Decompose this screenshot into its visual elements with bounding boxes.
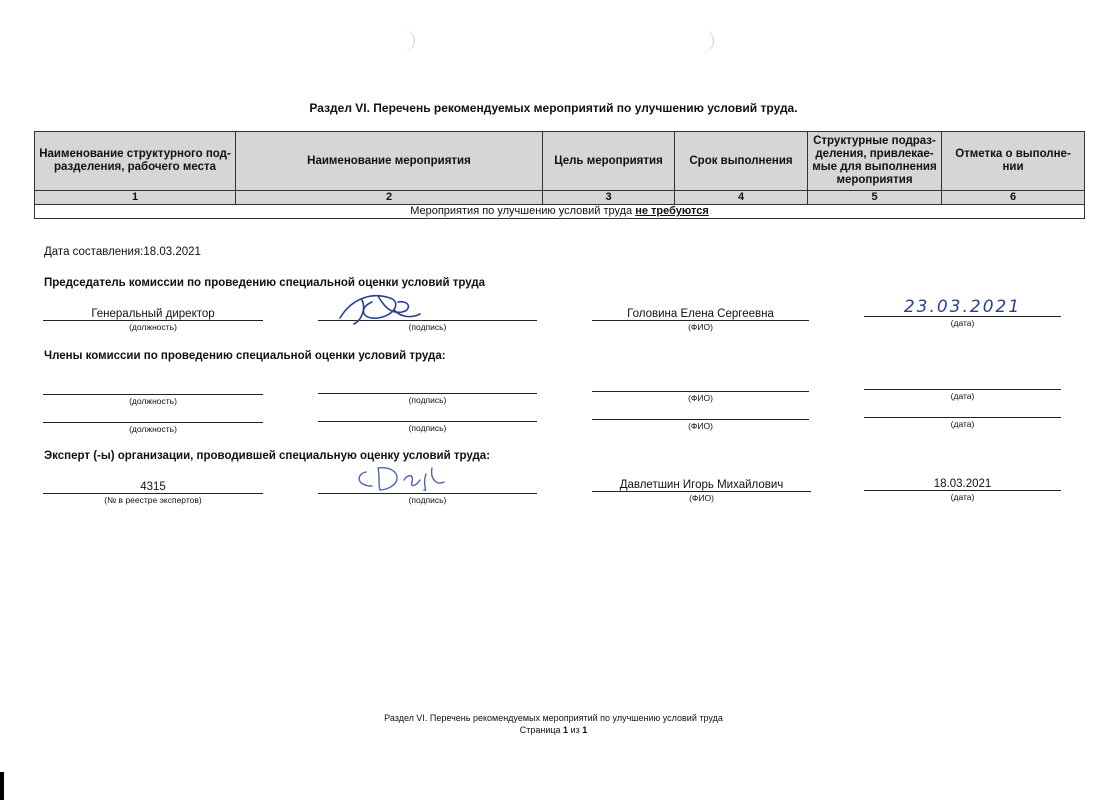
date-caption: (дата)	[950, 419, 975, 429]
expert-fio: Давлетшин Игорь Михайлович	[619, 479, 784, 491]
expert-heading: Эксперт (-ы) организации, проводившей специальную оценку условий труда:	[44, 450, 491, 462]
measures-table	[34, 131, 1085, 219]
chairman-heading: Председатель комиссии по проведению специальной оценки условий труда	[44, 277, 486, 289]
member-signature-field	[318, 380, 537, 405]
header-cell: Цель мероприятия	[543, 132, 675, 191]
position-caption: (должность)	[129, 322, 177, 332]
underline	[592, 419, 809, 420]
date-caption: (дата)	[950, 492, 975, 502]
signature-caption: (подпись)	[408, 423, 447, 433]
expert-registry-number: 4315	[140, 481, 166, 493]
member-fio-field	[592, 378, 809, 403]
punch-hole	[697, 30, 714, 52]
note-text: Мероприятия по улучшению условий труда	[410, 205, 636, 217]
underline	[592, 491, 811, 492]
column-number: 4	[675, 191, 808, 205]
chairman-fio-field	[592, 307, 809, 332]
signature-caption: (подпись)	[408, 395, 447, 405]
underline	[318, 421, 537, 422]
underline	[864, 389, 1061, 390]
position-caption: (должность)	[129, 424, 177, 434]
chairman-date-field	[864, 297, 1061, 328]
registry-caption: (№ в реестре экспертов)	[104, 495, 202, 505]
date-caption: (дата)	[950, 318, 975, 328]
punch-hole	[398, 30, 415, 52]
fio-caption: (ФИО)	[689, 493, 714, 503]
header-cell: Наименование мероприятия	[236, 132, 543, 191]
page-prefix: Страница	[519, 725, 564, 735]
chairman-position: Генеральный директор	[91, 308, 215, 320]
signature-caption: (подпись)	[408, 322, 447, 332]
underline	[864, 490, 1061, 491]
signature-caption: (подпись)	[408, 495, 447, 505]
underline	[864, 316, 1061, 317]
column-number: 5	[808, 191, 942, 205]
member-date-field	[864, 404, 1061, 429]
fio-caption: (ФИО)	[688, 421, 713, 431]
table-note-row	[35, 205, 1085, 219]
underline	[864, 417, 1061, 418]
compile-date: Дата составления:18.03.2021	[44, 246, 201, 258]
underline	[43, 422, 263, 423]
scan-edge-mark	[0, 772, 4, 800]
underline	[43, 493, 263, 494]
date-caption: (дата)	[950, 391, 975, 401]
fio-caption: (ФИО)	[688, 322, 713, 332]
chairman-signature-image	[332, 288, 424, 328]
expert-fio-field	[592, 478, 811, 503]
header-cell: Отметка о выполне-нии	[942, 132, 1085, 191]
underline	[592, 391, 809, 392]
expert-date: 18.03.2021	[933, 478, 992, 490]
members-heading: Члены комиссии по проведению специальной оценки условий труда:	[44, 350, 446, 362]
position-caption: (должность)	[129, 396, 177, 406]
section-title: Раздел VI. Перечень рекомендуемых мероприятий по улучшению условий труда.	[309, 101, 798, 115]
member-position-field	[43, 381, 263, 406]
member-position-field	[43, 409, 263, 434]
page-counter	[0, 725, 1107, 735]
expert-date-field	[864, 477, 1061, 502]
column-number: 3	[543, 191, 675, 205]
column-number: 2	[236, 191, 543, 205]
table-header-row	[35, 132, 1085, 191]
member-fio-field	[592, 406, 809, 431]
footer-title: Раздел VI. Перечень рекомендуемых мероприятий по улучшению условий труда	[384, 713, 723, 723]
column-number: 6	[942, 191, 1085, 205]
header-cell: Наименование структурного под-разделения, рабочего места	[35, 132, 236, 191]
underline	[592, 320, 809, 321]
underline	[43, 394, 263, 395]
underline	[318, 393, 537, 394]
header-cell: Срок выполнения	[675, 132, 808, 191]
expert-registry-field	[43, 480, 263, 505]
header-cell: Структурные подраз-деления, привлекае-мые для выполнения мероприятия	[808, 132, 942, 191]
table-note	[35, 205, 1085, 219]
note-emphasis: не требуются	[635, 205, 709, 217]
table-number-row	[35, 191, 1085, 205]
fio-caption: (ФИО)	[688, 393, 713, 403]
chairman-fio: Головина Елена Сергеевна	[627, 308, 774, 320]
column-number: 1	[35, 191, 236, 205]
page-total: 1	[582, 725, 588, 735]
member-signature-field	[318, 408, 537, 433]
chairman-position-field	[43, 307, 263, 332]
underline	[43, 320, 263, 321]
expert-signature-image	[352, 460, 456, 494]
page-current: 1	[563, 725, 569, 735]
chairman-date: 23.03.2021	[903, 297, 1022, 317]
page-separator: из	[568, 725, 583, 735]
member-date-field	[864, 376, 1061, 401]
